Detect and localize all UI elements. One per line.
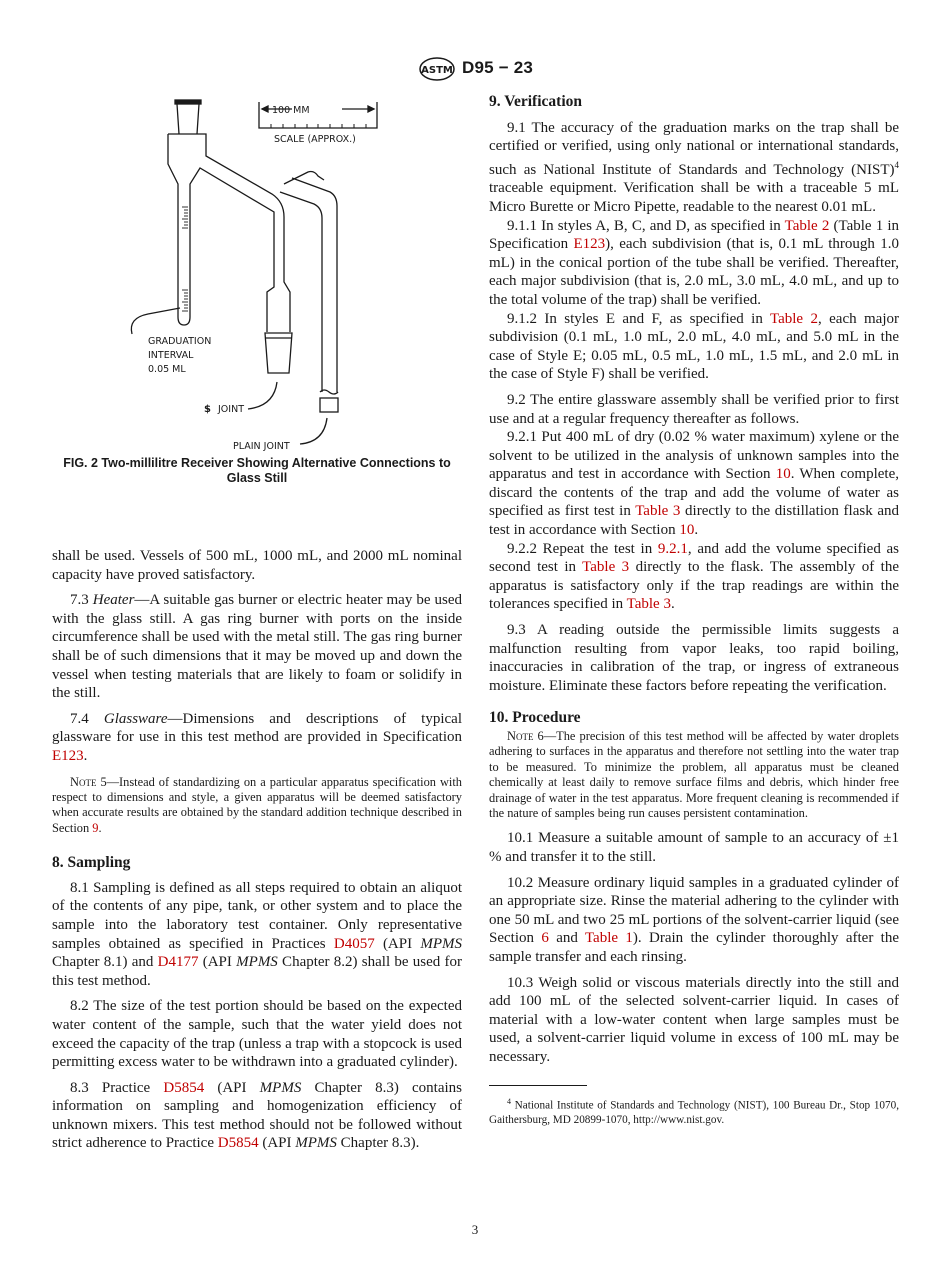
- link-section-10[interactable]: 10: [775, 466, 791, 483]
- section-10-3: 10.3 Weigh solid or viscous materials directly into the still and add 100 mL of the selected solvent-carrier liquid. In cases of material with a low-water content when large samples must be used, a solvent-carrier liquid volume in excess of 100 mL may be necessary.: [489, 974, 899, 1065]
- section-8-2: 8.2 The size of the test portion should be based on the expected water content of the sample, such that the water yield does not exceed the capacity of the trap (unless a trap with a stopcock is used permitting excess water to be withdrawn into a graduated cylinder).: [52, 998, 462, 1071]
- section-7-3: 7.3 Heater—A suitable gas burner or electric heater may be used with the glass still. A gas ring burner with ports on the inside circumference shall be used with the metal still. The gas ring burner shall be of such dimensions that it may be moved up and down the vessel when testing materials that are likely to foam or solidify in the still.: [52, 592, 463, 702]
- section-8-1: 8.1 Sampling is defined as all steps required to obtain an aliquot of the contents of any pipe, tank, or other system and to place the sample into the laboratory test container. Only representative samples obtained as specified in Practices D4057 (API MPMS Chapter 8.1) and D4177 (API MPMS Chapter 8.2) shall be used for this test method.: [52, 879, 463, 989]
- paragraph-vessels: shall be used. Vessels of 500 mL, 1000 mL, and 2000 mL nominal capacity have proved satisfactory.: [52, 548, 462, 583]
- document-designation: D95 − 23: [462, 58, 534, 77]
- link-table-3[interactable]: Table 3: [635, 503, 681, 520]
- figure-receiver-diagram: [52, 92, 462, 492]
- link-section-6[interactable]: 6: [541, 930, 549, 947]
- link-d4057[interactable]: D4057: [333, 935, 375, 952]
- link-table-2[interactable]: Table 2: [769, 310, 818, 327]
- link-9-2-1[interactable]: 9.2.1: [657, 540, 688, 557]
- link-table-3[interactable]: Table 3: [626, 596, 671, 613]
- link-e123[interactable]: E123: [52, 747, 84, 764]
- page-number: 3: [471, 1222, 479, 1237]
- section-8-3: 8.3 Practice D5854 (API MPMS Chapter 8.3) contains information on sampling and homogenization efficiency of unknown mixers. This test method should not be followed without strict adherence to Practice D5854 (API MPMS Chapter 8.3).: [52, 1079, 462, 1152]
- section-9-1-1: 9.1.1 In styles A, B, C, and D, as specified in Table 2 (Table 1 in Specification E123), each subdivision (that is, 0.1 mL through 1.0 mL) in the conical portion of the tube shall be verified. Thereafter, each major subdivision (that is, 2.0 mL, 3.0 mL, 4.0 mL, and up to the total volume of the trap) shall be verified.: [489, 217, 899, 308]
- link-section-10[interactable]: 10: [679, 522, 695, 539]
- astm-logo-icon: [418, 56, 456, 82]
- footnote-divider: [489, 1085, 587, 1086]
- svg-text:ASTM: ASTM: [421, 65, 453, 76]
- section-9-1: 9.1 The accuracy of the graduation marks on the trap shall be certified or verified, using only national or international standards, such as National Institute of Standards and Technology (NIST)$^4$ traceable equipment. Verification shall be with a traceable 5 mL Micro Burette or Micro Pipette, readable to the nearest 0.01 mL.: [489, 119, 899, 215]
- svg-text:PLAIN JOINT: PLAIN JOINT: [233, 441, 290, 452]
- section-9-1-2: 9.1.2 In styles E and F, as specified in Table 2, each major subdivision (0.1 mL, 1.0 mL, 2.0 mL, 4.0 mL, and 5.0 mL in the case of Style E; 0.05 mL, 0.5 mL, 1.0 mL, 1.5 mL, and 2.0 mL in the case of Style F) shall be verified.: [489, 310, 899, 383]
- svg-text:JOINT: JOINT: [218, 404, 244, 415]
- section-7-4: 7.4 Glassware—Dimensions and descriptions of typical glassware for use in this test method are provided in Specification E123.: [52, 710, 462, 764]
- link-table-1[interactable]: Table 1: [584, 930, 633, 947]
- heading-procedure: 10. Procedure: [489, 709, 581, 727]
- svg-text:100 MM: 100 MM: [272, 105, 310, 116]
- right-column: [489, 93, 899, 1127]
- link-table-3[interactable]: Table 3: [582, 559, 630, 576]
- figure-caption: FIG. 2 Two-millilitre Receiver Showing Alternative Connections to Glass Still: [63, 456, 451, 485]
- svg-text:0.05 ML: 0.05 ML: [148, 364, 186, 375]
- section-9-2-2: 9.2.2 Repeat the test in 9.2.1, and add the volume specified as second test in Table 3 directly to the flask. The assembly of the apparatus is satisfactory only if the trap readings are within the tolerances specified in Table 3.: [489, 540, 900, 613]
- link-d4177[interactable]: D4177: [157, 954, 199, 971]
- section-9-2-1: 9.2.1 Put 400 mL of dry (0.02 % water maximum) xylene or the solvent to be utilized in the analysis of unknown samples into the apparatus and test in accordance with Section 10. When complete, discard the contents of the trap and add the volume of water as specified as first test in Table 3 directly to the distillation flask and test in accordance with Section 10.: [489, 429, 899, 539]
- footnote-4: $^4$ National Institute of Standards and Technology (NIST), 100 Bureau Dr., Stop 1070, Gaithersburg, MD 20899-1070, http://www.nist.gov.: [489, 1096, 899, 1126]
- svg-text:GRADUATION: GRADUATION: [148, 336, 212, 347]
- link-d5854[interactable]: D5854: [163, 1079, 205, 1096]
- link-table-2[interactable]: Table 2: [784, 217, 830, 234]
- note-5: Note 5—Instead of standardizing on a particular apparatus specification with respect to dimensions and style, a given apparatus will be deemed satisfactory when accurate results are obtained by the standard addition technique described in Section 9.: [52, 774, 462, 835]
- left-column: [52, 547, 462, 1153]
- svg-text:INTERVAL: INTERVAL: [148, 350, 194, 361]
- svg-text:SCALE (APPROX.): SCALE (APPROX.): [274, 134, 356, 145]
- section-10-2: 10.2 Measure ordinary liquid samples in a graduated cylinder of an appropriate size. Rinse the material adhering to the cylinder with one 50 mL and two 25 mL portions of the solvent-carrier liquid (see Section 6 and Table 1). Drain the cylinder thoroughly after the sample transfer and each rinsing.: [489, 874, 899, 965]
- link-d5854-2[interactable]: D5854: [217, 1135, 259, 1152]
- section-9-3: 9.3 A reading outside the permissible limits suggests a malfunction resulting from vapor leaks, too rapid boiling, inaccuracies in calibration of the trap, or ingress of extraneous moisture. Eliminate these factors before repeating the verification.: [489, 622, 899, 694]
- section-9-2: 9.2 The entire glassware assembly shall be verified prior to first use and at a regular frequency thereafter as follows.: [489, 391, 899, 427]
- note-6: Note 6—The precision of this test method will be affected by water droplets adhering to surfaces in the apparatus and therefore not settling into the water trap to be measured. To minimize the problem, all apparatus must be cleaned chemically at least daily to remove surface films and debris, which hinder free drainage of water in the test apparatus. More frequent cleaning is recommended if the nature of samples being run causes persistent contamination.: [489, 729, 899, 821]
- heading-sampling: 8. Sampling: [52, 854, 131, 872]
- link-e123[interactable]: E123: [573, 236, 606, 253]
- link-section-9[interactable]: 9: [92, 820, 99, 835]
- page-header: [0, 56, 950, 84]
- svg-text:$: $: [204, 404, 211, 415]
- section-10-1: 10.1 Measure a suitable amount of sample to an accuracy of ±1 % and transfer it to the still.: [489, 830, 899, 866]
- heading-verification: 9. Verification: [489, 93, 582, 110]
